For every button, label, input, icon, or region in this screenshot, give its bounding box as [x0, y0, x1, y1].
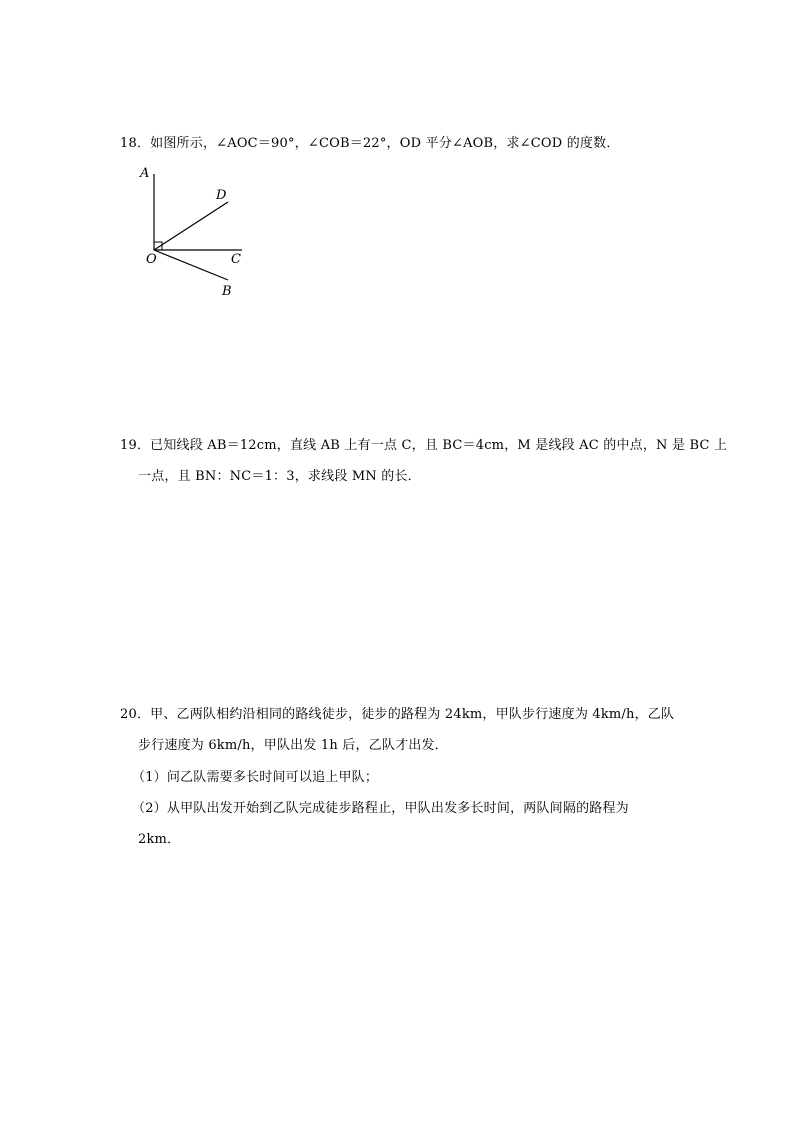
question-19-line2: 一点，且 BN：NC＝1：3，求线段 MN 的长． — [138, 469, 421, 484]
label-O: O — [146, 252, 157, 267]
label-D: D — [216, 188, 227, 203]
label-B: B — [222, 284, 232, 299]
angle-figure — [136, 162, 256, 302]
question-20-part1: （1）问乙队需要多长时间可以追上甲队； — [132, 770, 379, 785]
label-A: A — [140, 166, 150, 181]
question-20-line1: 20．甲、乙两队相约沿相同的路线徒步，徒步的路程为 24km，甲队步行速度为 4km/h，乙队 — [120, 707, 675, 722]
ray-OB — [154, 250, 228, 280]
question-18-text: 18．如图所示，∠AOC＝90°，∠COB＝22°，OD 平分∠AOB，求∠COD 的度数． — [120, 136, 620, 151]
question-19-line1: 19．已知线段 AB＝12cm，直线 AB 上有一点 C，且 BC＝4cm，M 是线段 AC 的中点，N 是 BC 上 — [120, 438, 728, 453]
question-20-line2: 步行速度为 6km/h，甲队出发 1h 后，乙队才出发． — [138, 738, 448, 753]
question-20-part2-line2: 2km． — [138, 832, 181, 847]
label-C: C — [231, 252, 241, 267]
question-20-part2-line1: （2）从甲队出发开始到乙队完成徒步路程止，甲队出发多长时间，两队间隔的路程为 — [132, 801, 629, 816]
ray-OD — [154, 202, 228, 250]
